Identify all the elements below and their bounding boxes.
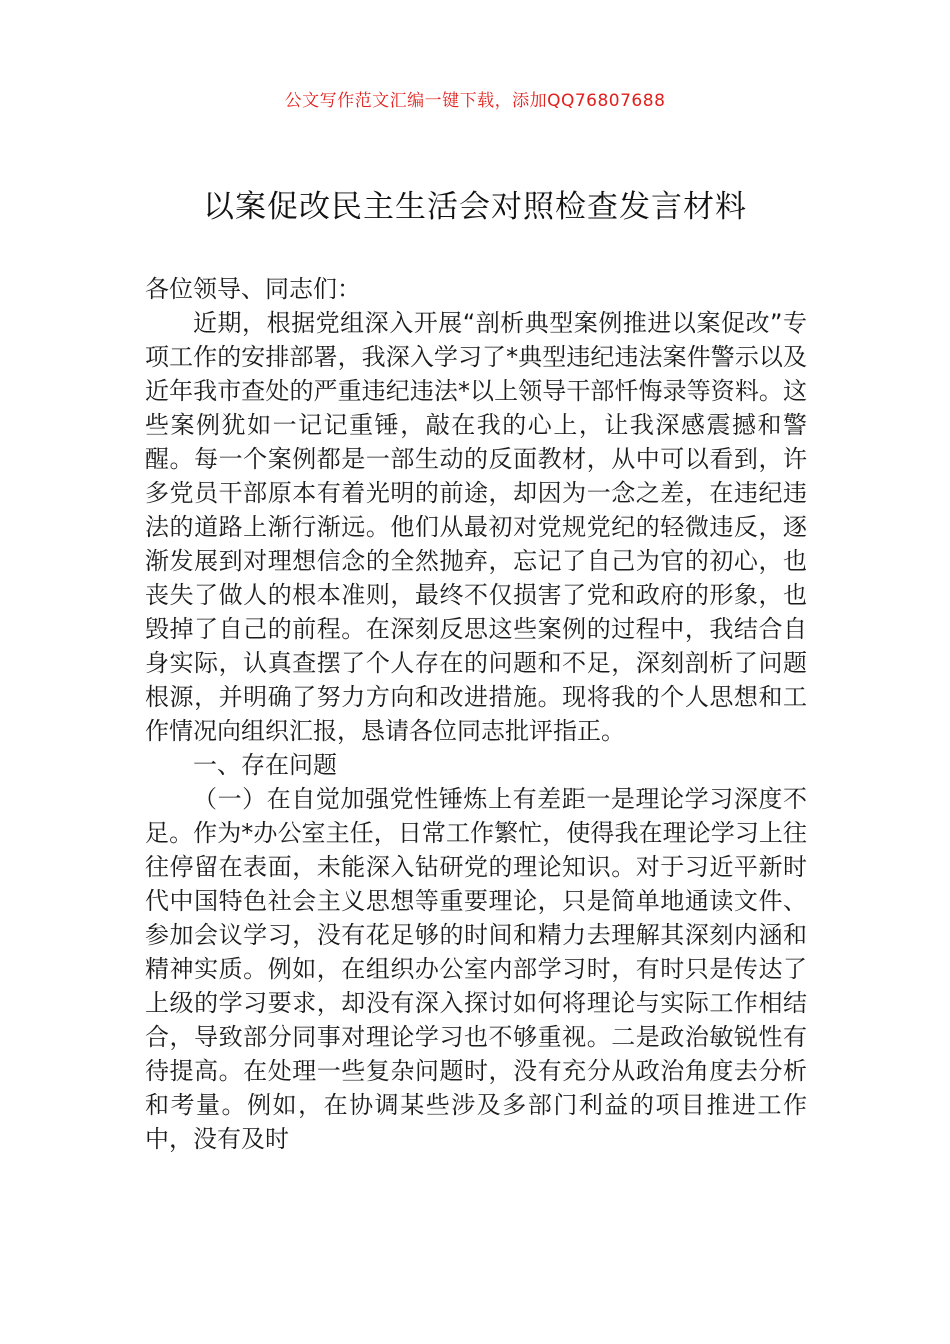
paragraph-intro: 近期，根据党组深入开展“剖析典型案例推进以案促改”专项工作的安排部署，我深入学习了*典型违纪违法案件警示以及近年我市查处的严重违纪违法*以上领导干部忏悔录等资料。这些案例犹如一记记重锤，敲在我的心上，让我深感震撼和警醒。每一个案例都是一部生动的反面教材，从中可以看到，许多党员干部原本有着光明的前途，却因为一念之差，在违纪违法的道路上渐行渐远。他们从最初对党规党纪的轻微违反，逐渐发展到对理想信念的全然抛弃，忘记了自己为官的初心，也丧失了做人的根本准则，最终不仅损害了党和政府的形象，也毁掉了自己的前程。在深刻反思这些案例的过程中，我结合自身实际，认真查摆了个人存在的问题和不足，深刻剖析了问题根源，并明确了努力方向和改进措施。现将我的个人思想和工作情况向组织汇报，恳请各位同志批评指正。: [145, 309, 807, 745]
document-title: 以案促改民主生活会对照检查发言材料: [203, 189, 747, 225]
header-note: 公文写作范文汇编一键下载，添加QQ76807688: [284, 91, 666, 111]
section-heading-existing-problems: 一、存在问题: [193, 751, 337, 779]
document-body: [145, 272, 807, 1156]
paragraph-party-spirit: （一）在自觉加强党性锤炼上有差距一是理论学习深度不足。作为*办公室主任，日常工作繁忙，使得我在理论学习上往往停留在表面，未能深入钻研党的理论知识。对于习近平新时代中国特色社会主义思想等重要理论，只是简单地通读文件、参加会议学习，没有花足够的时间和精力去理解其深刻内涵和精神实质。例如，在组织办公室内部学习时，有时只是传达了上级的学习要求，却没有深入探讨如何将理论与实际工作相结合，导致部分同事对理论学习也不够重视。二是政治敏锐性有待提高。在处理一些复杂问题时，没有充分从政治角度去分析和考量。例如，在协调某些涉及多部门利益的项目推进工作中，没有及时: [145, 785, 807, 1153]
salutation: 各位领导、同志们：: [145, 275, 361, 303]
